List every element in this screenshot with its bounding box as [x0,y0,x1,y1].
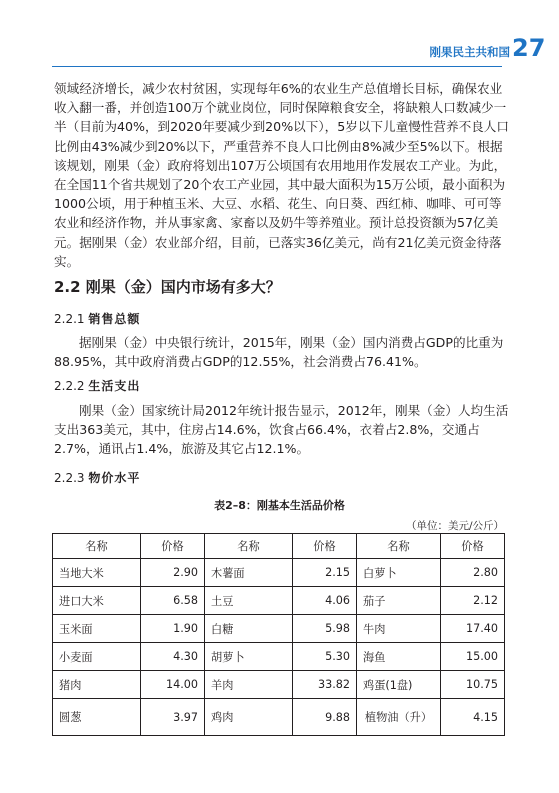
subsection-title: 生活支出 [88,379,141,393]
header-title: 刚果民主共和国 [429,45,510,59]
item-price: 3.97 [141,699,205,736]
item-price: 10.75 [441,671,505,699]
table-row [53,559,505,587]
item-name: 进口大米 [53,587,141,615]
column-header: 价格 [293,534,357,559]
item-price: 17.40 [441,615,505,643]
item-price: 4.15 [441,699,505,736]
item-name: 胡萝卜 [205,643,293,671]
column-header: 名称 [53,534,141,559]
subsection-number: 2.2.3 [54,471,85,485]
item-name: 羊肉 [205,671,293,699]
item-price: 15.00 [441,643,505,671]
column-header: 名称 [205,534,293,559]
item-name: 海鱼 [357,643,441,671]
subsection-number: 2.2.1 [54,312,85,326]
table-caption: 表2–8：刚基本生活品价格 [214,499,345,512]
item-price: 2.15 [293,559,357,587]
section-title: 2.2 刚果（金）国内市场有多大？ [54,278,281,296]
table-unit-note: （单位：美元/公斤） [405,520,504,532]
living-expense-paragraph: 刚果（金）国家统计局2012年统计报告显示，2012年，刚果（金）人均生活支出363美元，其中，住房占14.6%，饮食占66.4%，衣着占2.8%，交通占2.7%，通讯占1.4%，旅游及其它占12.1%。 [54,403,509,457]
item-name: 白糖 [205,615,293,643]
intro-paragraph: 领域经济增长，减少农村贫困，实现每年6%的农业生产总值增长目标，确保农业收入翻一番，并创造100万个就业岗位，同时保障粮食安全，将缺粮人口数减少一半（目前为40%，到2020年要减少到20%以下），5岁以下儿童慢性营养不良人口比例由43%减少到20%以下，严重营养不良人口比例由8%减少至5%以下。根据该规划，刚果（金）政府将划出107万公顷国有农用地用作发展农工产业。为此，在全国11个省共规划了20个农工产业园，其中最大面积为15万公顷，最小面积为1000公顷，用于种植玉米、大豆、水稻、花生、向日葵、西红柿、咖啡、可可等农业和经济作物，并从事家禽、家畜以及奶牛等养殖业。预计总投资额为57亿美元。据刚果（金）农业部介绍，目前，已落实36亿美元，尚有21亿美元资金待落实。 [54,81,509,269]
table-header-row [53,534,505,559]
table-row [53,587,505,615]
table-row [53,699,505,736]
item-name: 鸡蛋(1盘) [357,671,441,699]
item-name: 玉米面 [53,615,141,643]
item-name: 白萝卜 [357,559,441,587]
page-number: 27 [512,34,546,62]
table-row [53,643,505,671]
subsection-heading-2-2-2 [54,377,140,394]
item-name: 茄子 [357,587,441,615]
subsection-heading-2-2-3 [54,469,140,486]
column-header: 价格 [441,534,505,559]
price-table [52,533,505,736]
subsection-title: 物价水平 [88,471,141,485]
subsection-title: 销售总额 [88,312,141,326]
item-name: 小麦面 [53,643,141,671]
item-name: 圆葱 [53,699,141,736]
table-row [53,671,505,699]
item-price: 4.30 [141,643,205,671]
item-name: 木薯面 [205,559,293,587]
item-name: 植物油（升） [357,699,441,736]
item-price: 5.98 [293,615,357,643]
item-price: 33.82 [293,671,357,699]
item-price: 1.90 [141,615,205,643]
item-name: 当地大米 [53,559,141,587]
item-name: 鸡肉 [205,699,293,736]
item-name: 猪肉 [53,671,141,699]
item-price: 4.06 [293,587,357,615]
item-price: 2.80 [441,559,505,587]
subsection-number: 2.2.2 [54,379,85,393]
item-name: 土豆 [205,587,293,615]
item-price: 2.12 [441,587,505,615]
header-rule [52,66,502,67]
item-price: 14.00 [141,671,205,699]
sales-paragraph: 据刚果（金）中央银行统计，2015年，刚果（金）国内消费占GDP的比重为88.95%，其中政府消费占GDP的12.55%，社会消费占76.41%。 [54,335,504,370]
column-header: 名称 [357,534,441,559]
item-price: 2.90 [141,559,205,587]
item-price: 6.58 [141,587,205,615]
item-name: 牛肉 [357,615,441,643]
subsection-heading-2-2-1 [54,310,140,327]
column-header: 价格 [141,534,205,559]
table-row [53,615,505,643]
item-price: 9.88 [293,699,357,736]
item-price: 5.30 [293,643,357,671]
